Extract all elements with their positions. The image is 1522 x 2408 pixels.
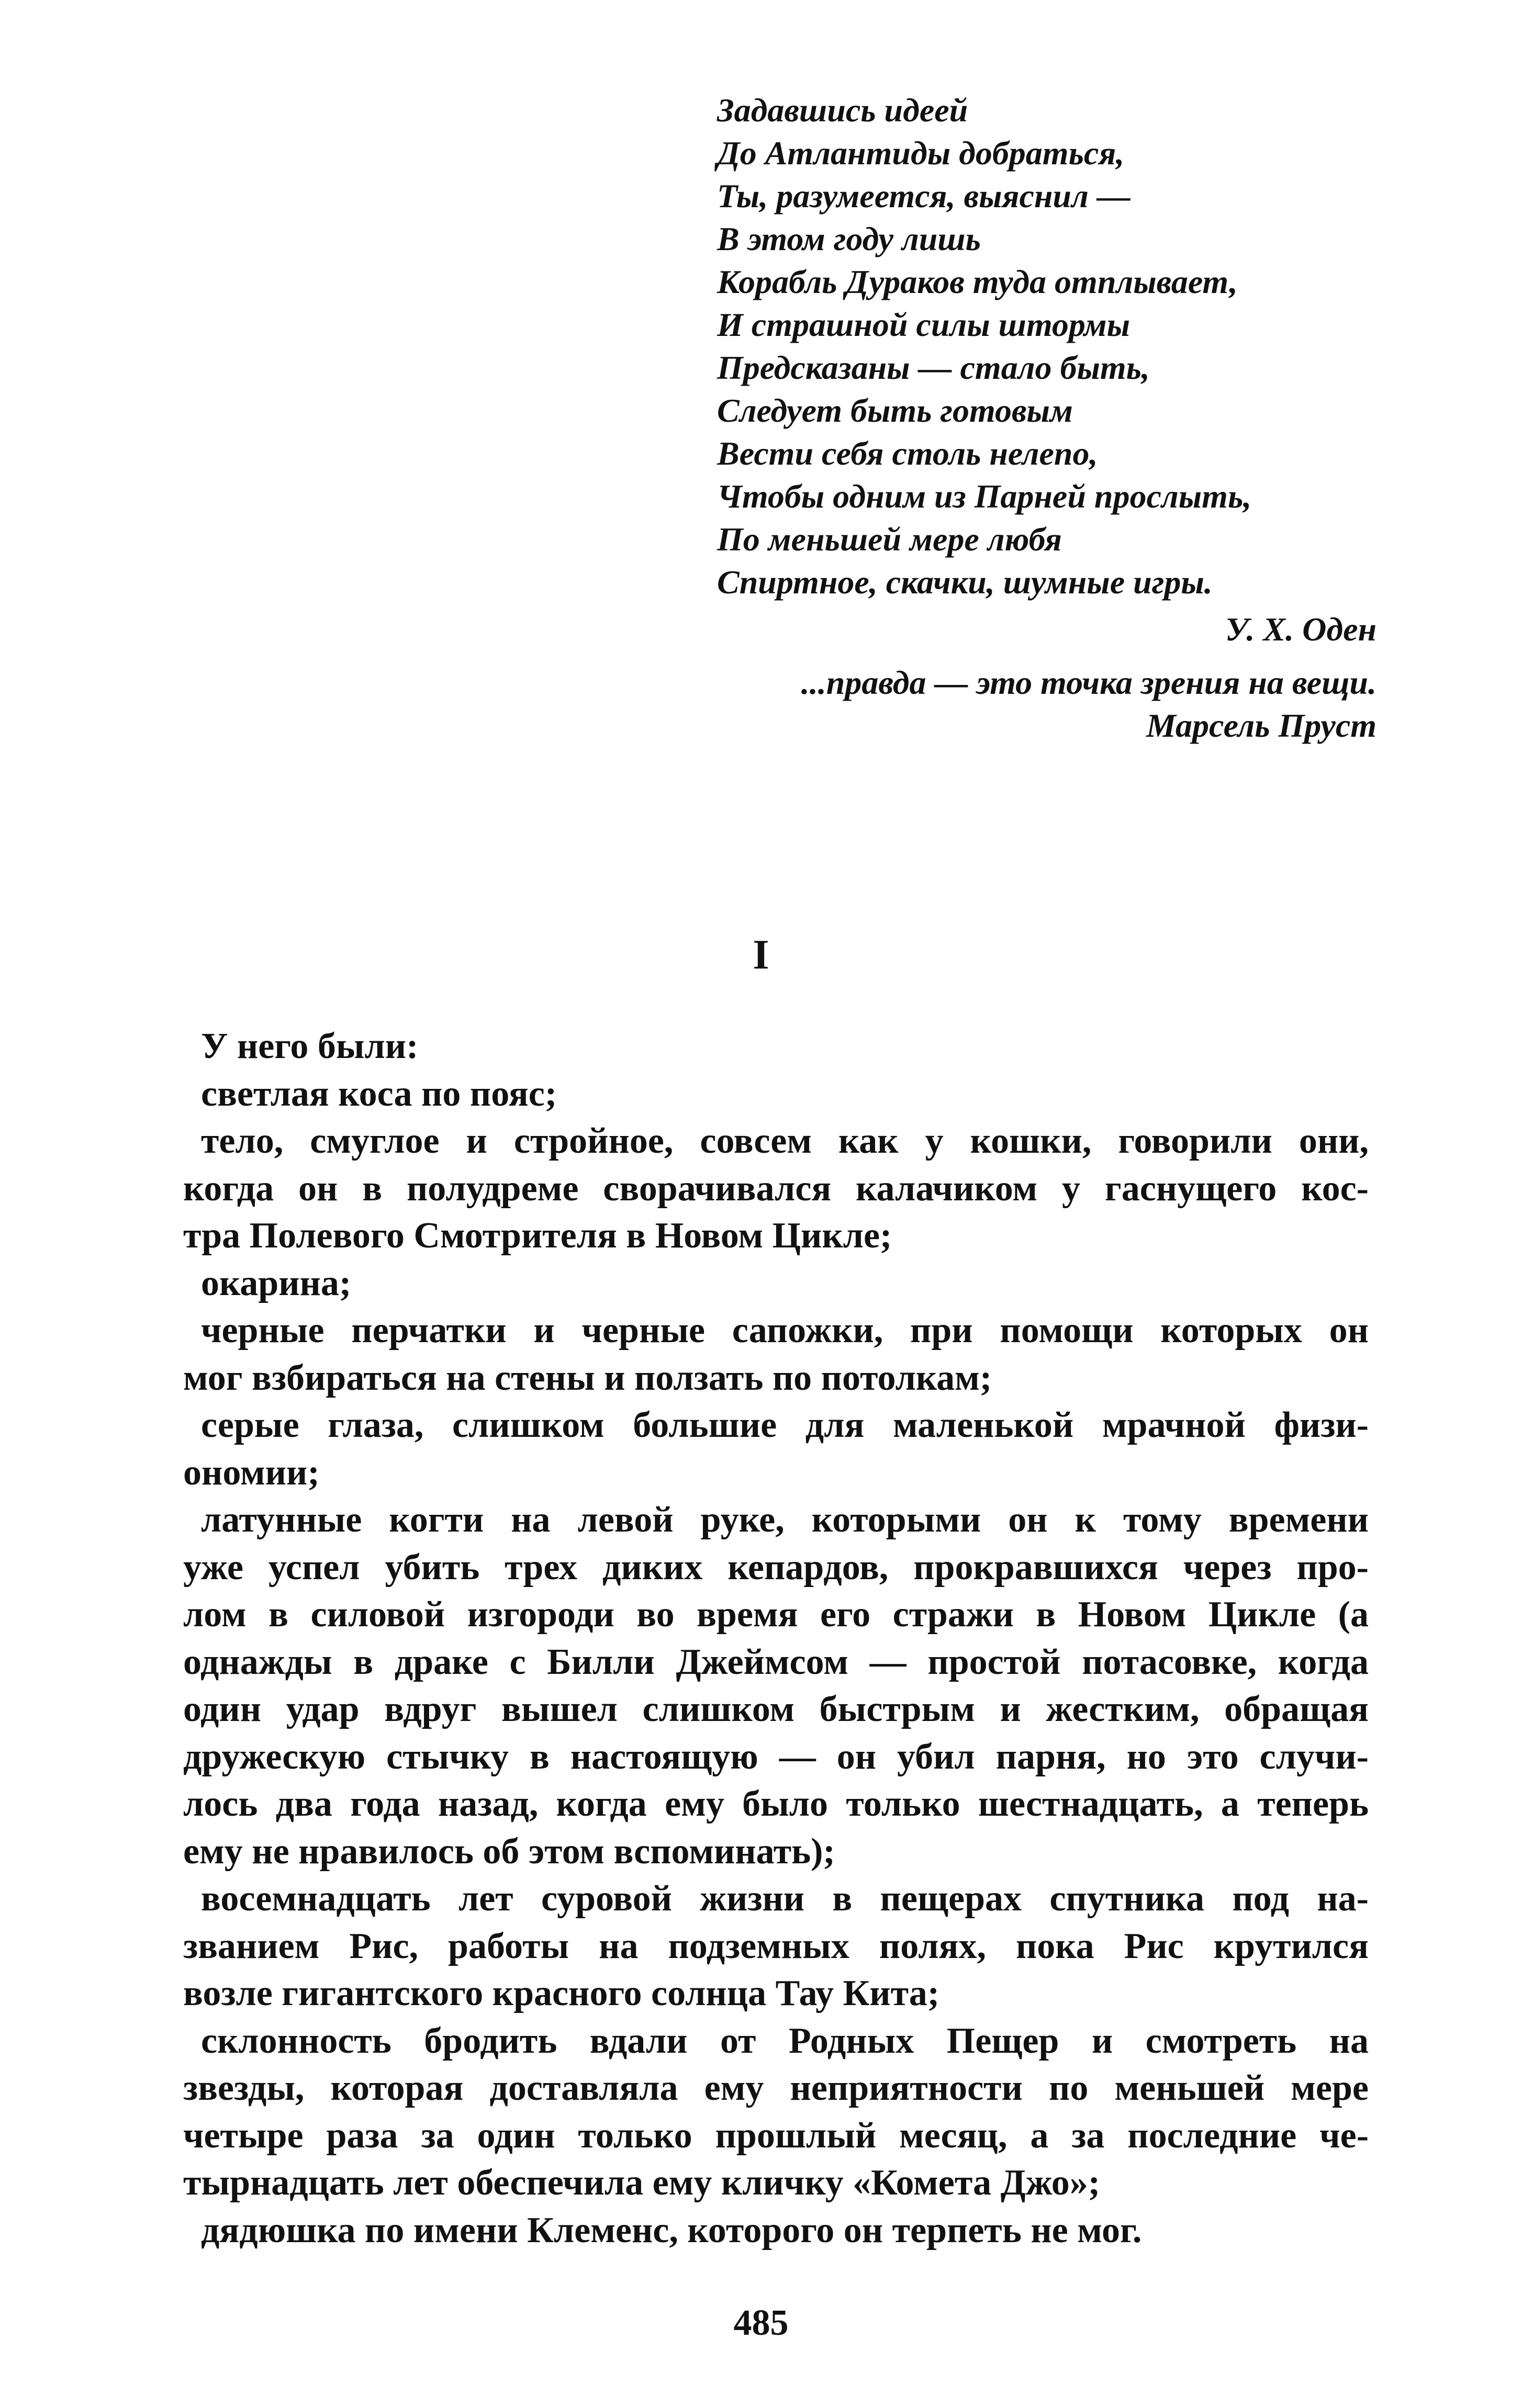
text-line: званием Рис, работы на подземных полях, пока Рис крутился (183, 1926, 1369, 1966)
epigraph-poem (717, 89, 1376, 604)
text-line: склонность бродить вдали от Родных Пещер и смотреть на (201, 2020, 1369, 2061)
text-line: лось два года назад, когда ему было только шестнадцать, а теперь (183, 1784, 1369, 1824)
epigraph-poem-author: У. Х. Оден (1225, 611, 1376, 648)
text-line: черные перчатки и черные сапожки, при помощи которых он (201, 1310, 1369, 1351)
body-text (183, 1023, 1369, 2254)
epigraph-line: В этом году лишь (717, 220, 981, 257)
epigraph-line: Чтобы одним из Парней прослыть, (717, 478, 1252, 515)
chapter-heading: I (753, 932, 769, 978)
text-line: тра Полевого Смотрителя в Новом Цикле; (183, 1216, 892, 1256)
text-line: У него были: (201, 1026, 419, 1066)
text-line: дружескую стычку в настоящую — он убил парня, но это случи- (183, 1736, 1369, 1777)
epigraph-quote: ...правда — это точка зрения на вещи. (801, 664, 1376, 701)
text-line: четыре раза за один только прошлый месяц, а за последние че- (183, 2115, 1369, 2156)
text-line: серые глаза, слишком большие для маленькой мрачной физи- (201, 1405, 1369, 1445)
epigraph-line: Ты, разумеется, выяснил — (717, 177, 1131, 215)
text-line: ему не нравилось об этом вспоминать); (183, 1831, 835, 1872)
epigraph-line: Следует быть готовым (717, 392, 1073, 429)
text-line: тело, смуглое и стройное, совсем как у кошки, говорили они, (201, 1121, 1369, 1161)
text-line: звезды, которая доставляла ему неприятности по меньшей мере (183, 2068, 1369, 2108)
text-line: ономии; (183, 1452, 320, 1493)
text-line: тырнадцать лет обеспечила ему кличку «Комета Джо»; (183, 2163, 1101, 2203)
text-line: когда он в полудреме сворачивался калачиком у гаснущего кос- (183, 1168, 1369, 1209)
text-line: один удар вдруг вышел слишком быстрым и жестким, обращая (183, 1689, 1369, 1729)
text-line: однажды в драке с Билли Джеймсом — простой потасовке, когда (183, 1641, 1369, 1682)
epigraph-line: Задавшись идеей (717, 92, 968, 129)
text-line: возле гигантского красного солнца Тау Кита; (183, 1973, 940, 2013)
text-line: окарина; (201, 1263, 352, 1303)
text-line: лом в силовой изгороди во время его стражи в Новом Цикле (а (183, 1594, 1369, 1635)
text-line: латунные когти на левой руке, которыми он к тому времени (201, 1500, 1369, 1540)
epigraph-line: Спиртное, скачки, шумные игры. (717, 564, 1213, 601)
epigraph-line: Корабль Дураков туда отплывает, (717, 263, 1238, 300)
epigraph-line: И страшной силы штормы (717, 306, 1130, 343)
text-line: восемнадцать лет суровой жизни в пещерах спутника под на- (201, 1878, 1369, 1919)
text-line: дядюшка по имени Клеменс, которого он терпеть не мог. (201, 2210, 1142, 2251)
epigraph-quote-author: Марсель Пруст (1146, 707, 1376, 744)
epigraph-line: Предсказаны — стало быть, (717, 349, 1150, 386)
epigraph-line: По меньшей мере любя (717, 521, 1062, 558)
text-line: мог взбираться на стены и ползать по потолкам; (183, 1357, 992, 1398)
text-line: светлая коса по пояс; (201, 1073, 557, 1114)
epigraph-line: Вести себя столь нелепо, (717, 435, 1098, 472)
page-number: 485 (733, 2303, 789, 2343)
epigraph (717, 89, 1376, 747)
epigraph-line: До Атлантиды добраться, (717, 134, 1125, 172)
text-line: уже успел убить трех диких кепардов, прокравшихся через про- (183, 1547, 1369, 1588)
